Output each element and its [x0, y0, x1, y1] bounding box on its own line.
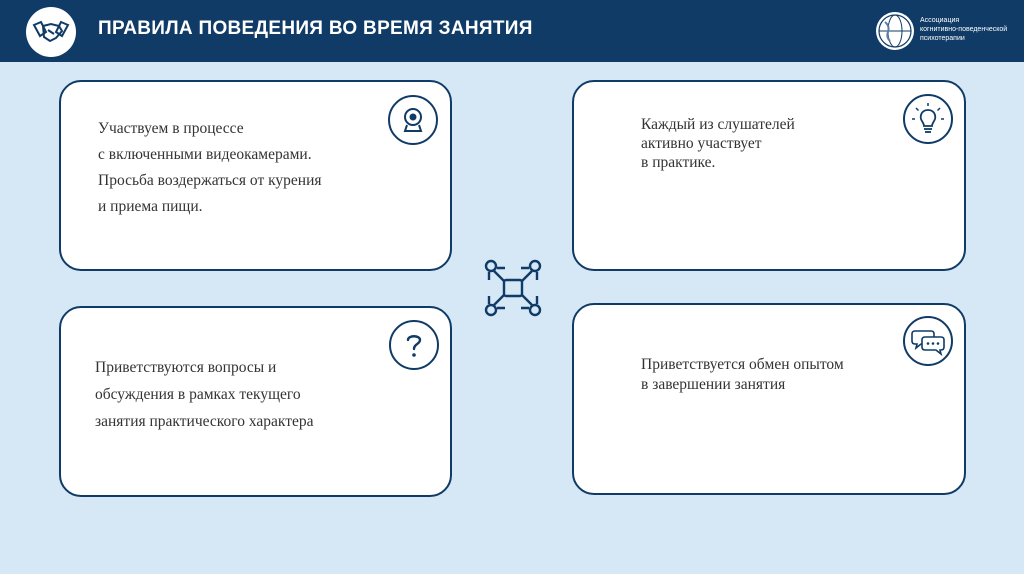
rule-text: Каждый из слушателей активно участвует в практике.	[641, 116, 795, 171]
rule-text: Приветствуется обмен опытом в завершении занятия	[641, 356, 844, 393]
rule-card-participation	[572, 80, 966, 271]
header-bar	[0, 0, 1024, 62]
globe-logo	[876, 12, 914, 50]
rule-text: Приветствуются вопросы и обсуждения в рамках текущего занятия практического характера	[95, 359, 314, 430]
chat-bubbles-icon	[903, 316, 953, 366]
lightbulb-icon	[903, 94, 953, 144]
rule-card-experience	[572, 303, 966, 495]
rule-text: Участвуем в процессе с включенными видеокамерами. Просьба воздержаться от курения и приема пищи.	[98, 120, 322, 215]
people-network-icon	[482, 258, 544, 318]
association-logo	[876, 12, 1016, 50]
handshake-icon	[26, 7, 76, 57]
question-icon	[389, 320, 439, 370]
logo-text: Ассоциация когнитивно-поведенческой психотерапии	[920, 17, 1008, 42]
rule-card-questions	[59, 306, 452, 497]
rule-card-camera	[59, 80, 452, 271]
webcam-icon	[388, 95, 438, 145]
page-title: ПРАВИЛА ПОВЕДЕНИЯ ВО ВРЕМЯ ЗАНЯТИЯ	[98, 18, 533, 39]
